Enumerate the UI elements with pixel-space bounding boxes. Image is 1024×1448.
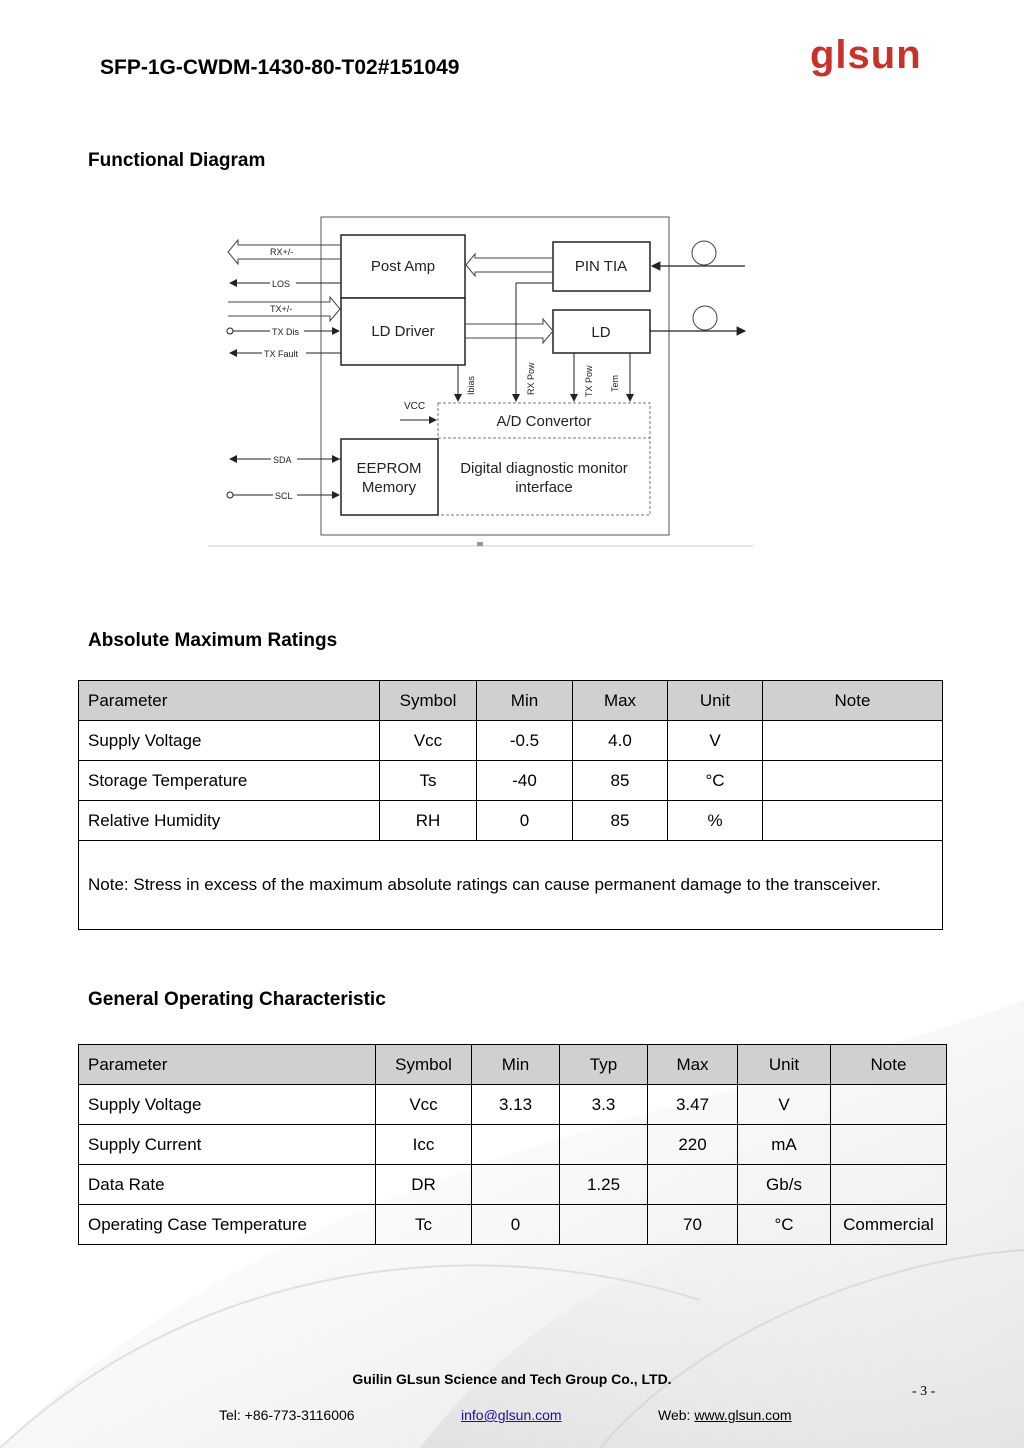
footer-web-label: Web:: [658, 1407, 695, 1423]
table-cell: [472, 1165, 560, 1205]
ad-convertor-label: A/D Convertor: [496, 413, 592, 430]
col-header: Min: [477, 681, 573, 721]
table-cell: Icc: [376, 1125, 472, 1165]
table-cell: 3.13: [472, 1085, 560, 1125]
ibias-label: Ibias: [466, 375, 476, 395]
table-cell: [560, 1205, 648, 1245]
ddm-label-2: interface: [515, 479, 573, 496]
table-cell: 3.3: [560, 1085, 648, 1125]
col-header: Note: [763, 681, 943, 721]
table-cell: [763, 761, 943, 801]
table-cell: [763, 721, 943, 761]
table-row: [79, 1125, 947, 1165]
table-cell: DR: [376, 1165, 472, 1205]
table-row: [79, 1165, 947, 1205]
svg-text:glsun: glsun: [810, 33, 922, 77]
tx-label: TX+/-: [270, 304, 293, 314]
tx-dis-label: TX Dis: [272, 327, 299, 337]
tem-label: Tem: [610, 374, 620, 392]
tx-fault-label: TX Fault: [264, 349, 299, 359]
table-cell: [831, 1165, 947, 1205]
table-cell: Data Rate: [79, 1165, 376, 1205]
table-cell: Relative Humidity: [79, 801, 380, 841]
table-cell: Gb/s: [738, 1165, 831, 1205]
pin-tia-label: PIN TIA: [574, 258, 628, 275]
col-header: Parameter: [79, 681, 380, 721]
col-header: Symbol: [380, 681, 477, 721]
table-cell: -40: [477, 761, 573, 801]
table-cell: Supply Current: [79, 1125, 376, 1165]
tx-fiber-icon: [693, 306, 717, 330]
vcc-label: VCC: [404, 401, 426, 412]
table-cell: V: [668, 721, 763, 761]
footer-email-link[interactable]: info@glsun.com: [461, 1407, 562, 1423]
eeprom-block: [341, 439, 438, 515]
post-amp-label: Post Amp: [370, 258, 436, 275]
table-cell: °C: [668, 761, 763, 801]
table-cell: 0: [472, 1205, 560, 1245]
table-header-row: [79, 1045, 947, 1085]
footer-web-link[interactable]: www.glsun.com: [694, 1407, 792, 1423]
table-row: [79, 1205, 947, 1245]
table-row: [79, 761, 943, 801]
table-cell: 220: [648, 1125, 738, 1165]
los-label: LOS: [272, 279, 291, 289]
table-cell: Commercial: [831, 1205, 947, 1245]
table-cell: 0: [477, 801, 573, 841]
sda-label: SDA: [273, 455, 292, 465]
functional-diagram: [205, 205, 765, 555]
ld-label: LD: [591, 324, 611, 341]
document-title: SFP-1G-CWDM-1430-80-T02#151049: [100, 56, 460, 79]
eeprom-label-1: EEPROM: [356, 460, 422, 477]
table-cell: V: [738, 1085, 831, 1125]
table-cell: Storage Temperature: [79, 761, 380, 801]
table-cell: [831, 1085, 947, 1125]
table-cell: [560, 1125, 648, 1165]
ddm-label-1: Digital diagnostic monitor: [460, 460, 628, 477]
footer-company: Guilin GLsun Science and Tech Group Co., LTD.: [352, 1371, 672, 1387]
col-header: Typ: [560, 1045, 648, 1085]
table-cell: 85: [573, 801, 668, 841]
table-cell: mA: [738, 1125, 831, 1165]
footer-tel: Tel: +86-773-3116006: [219, 1407, 355, 1423]
table-cell: Operating Case Temperature: [79, 1205, 376, 1245]
col-header: Symbol: [376, 1045, 472, 1085]
table-cell: Supply Voltage: [79, 721, 380, 761]
table-cell: [472, 1125, 560, 1165]
col-header: Min: [472, 1045, 560, 1085]
table-cell: [763, 801, 943, 841]
table-row: [79, 1085, 947, 1125]
eeprom-label-2: Memory: [361, 479, 417, 496]
rx-label: RX+/-: [270, 247, 294, 257]
abs-max-table: [78, 680, 943, 930]
table-cell: 1.25: [560, 1165, 648, 1205]
table-cell: Tc: [376, 1205, 472, 1245]
table-cell: 3.47: [648, 1085, 738, 1125]
table-cell: Supply Voltage: [79, 1085, 376, 1125]
general-op-table: [78, 1044, 947, 1245]
table-header-row: [79, 681, 943, 721]
page-number: - 3 -: [912, 1384, 936, 1399]
rx-pow-label: RX Pow: [526, 362, 536, 395]
table-cell: [831, 1125, 947, 1165]
table-cell: Vcc: [380, 721, 477, 761]
footer-web: [658, 1407, 792, 1423]
glsun-logo: [806, 30, 936, 82]
abs-max-note: Note: Stress in excess of the maximum absolute ratings can cause permanent damage to the transceiver.: [79, 841, 943, 930]
table-cell: Ts: [380, 761, 477, 801]
table-cell: 70: [648, 1205, 738, 1245]
table-row: [79, 801, 943, 841]
scl-label: SCL: [275, 491, 293, 501]
abs-max-heading: Absolute Maximum Ratings: [88, 630, 338, 651]
col-header: Unit: [738, 1045, 831, 1085]
table-cell: RH: [380, 801, 477, 841]
functional-diagram-heading: Functional Diagram: [88, 150, 266, 171]
table-cell: 4.0: [573, 721, 668, 761]
col-header: Max: [648, 1045, 738, 1085]
table-row: [79, 721, 943, 761]
tx-pow-label: TX Pow: [584, 365, 594, 397]
general-op-heading: General Operating Characteristic: [88, 989, 386, 1010]
table-cell: Vcc: [376, 1085, 472, 1125]
col-header: Parameter: [79, 1045, 376, 1085]
table-cell: %: [668, 801, 763, 841]
table-cell: 85: [573, 761, 668, 801]
table-cell: [648, 1165, 738, 1205]
col-header: Note: [831, 1045, 947, 1085]
table-cell: -0.5: [477, 721, 573, 761]
rx-fiber-icon: [692, 241, 716, 265]
col-header: Unit: [668, 681, 763, 721]
col-header: Max: [573, 681, 668, 721]
table-note-row: [79, 841, 943, 930]
table-cell: °C: [738, 1205, 831, 1245]
ld-driver-label: LD Driver: [371, 323, 435, 340]
